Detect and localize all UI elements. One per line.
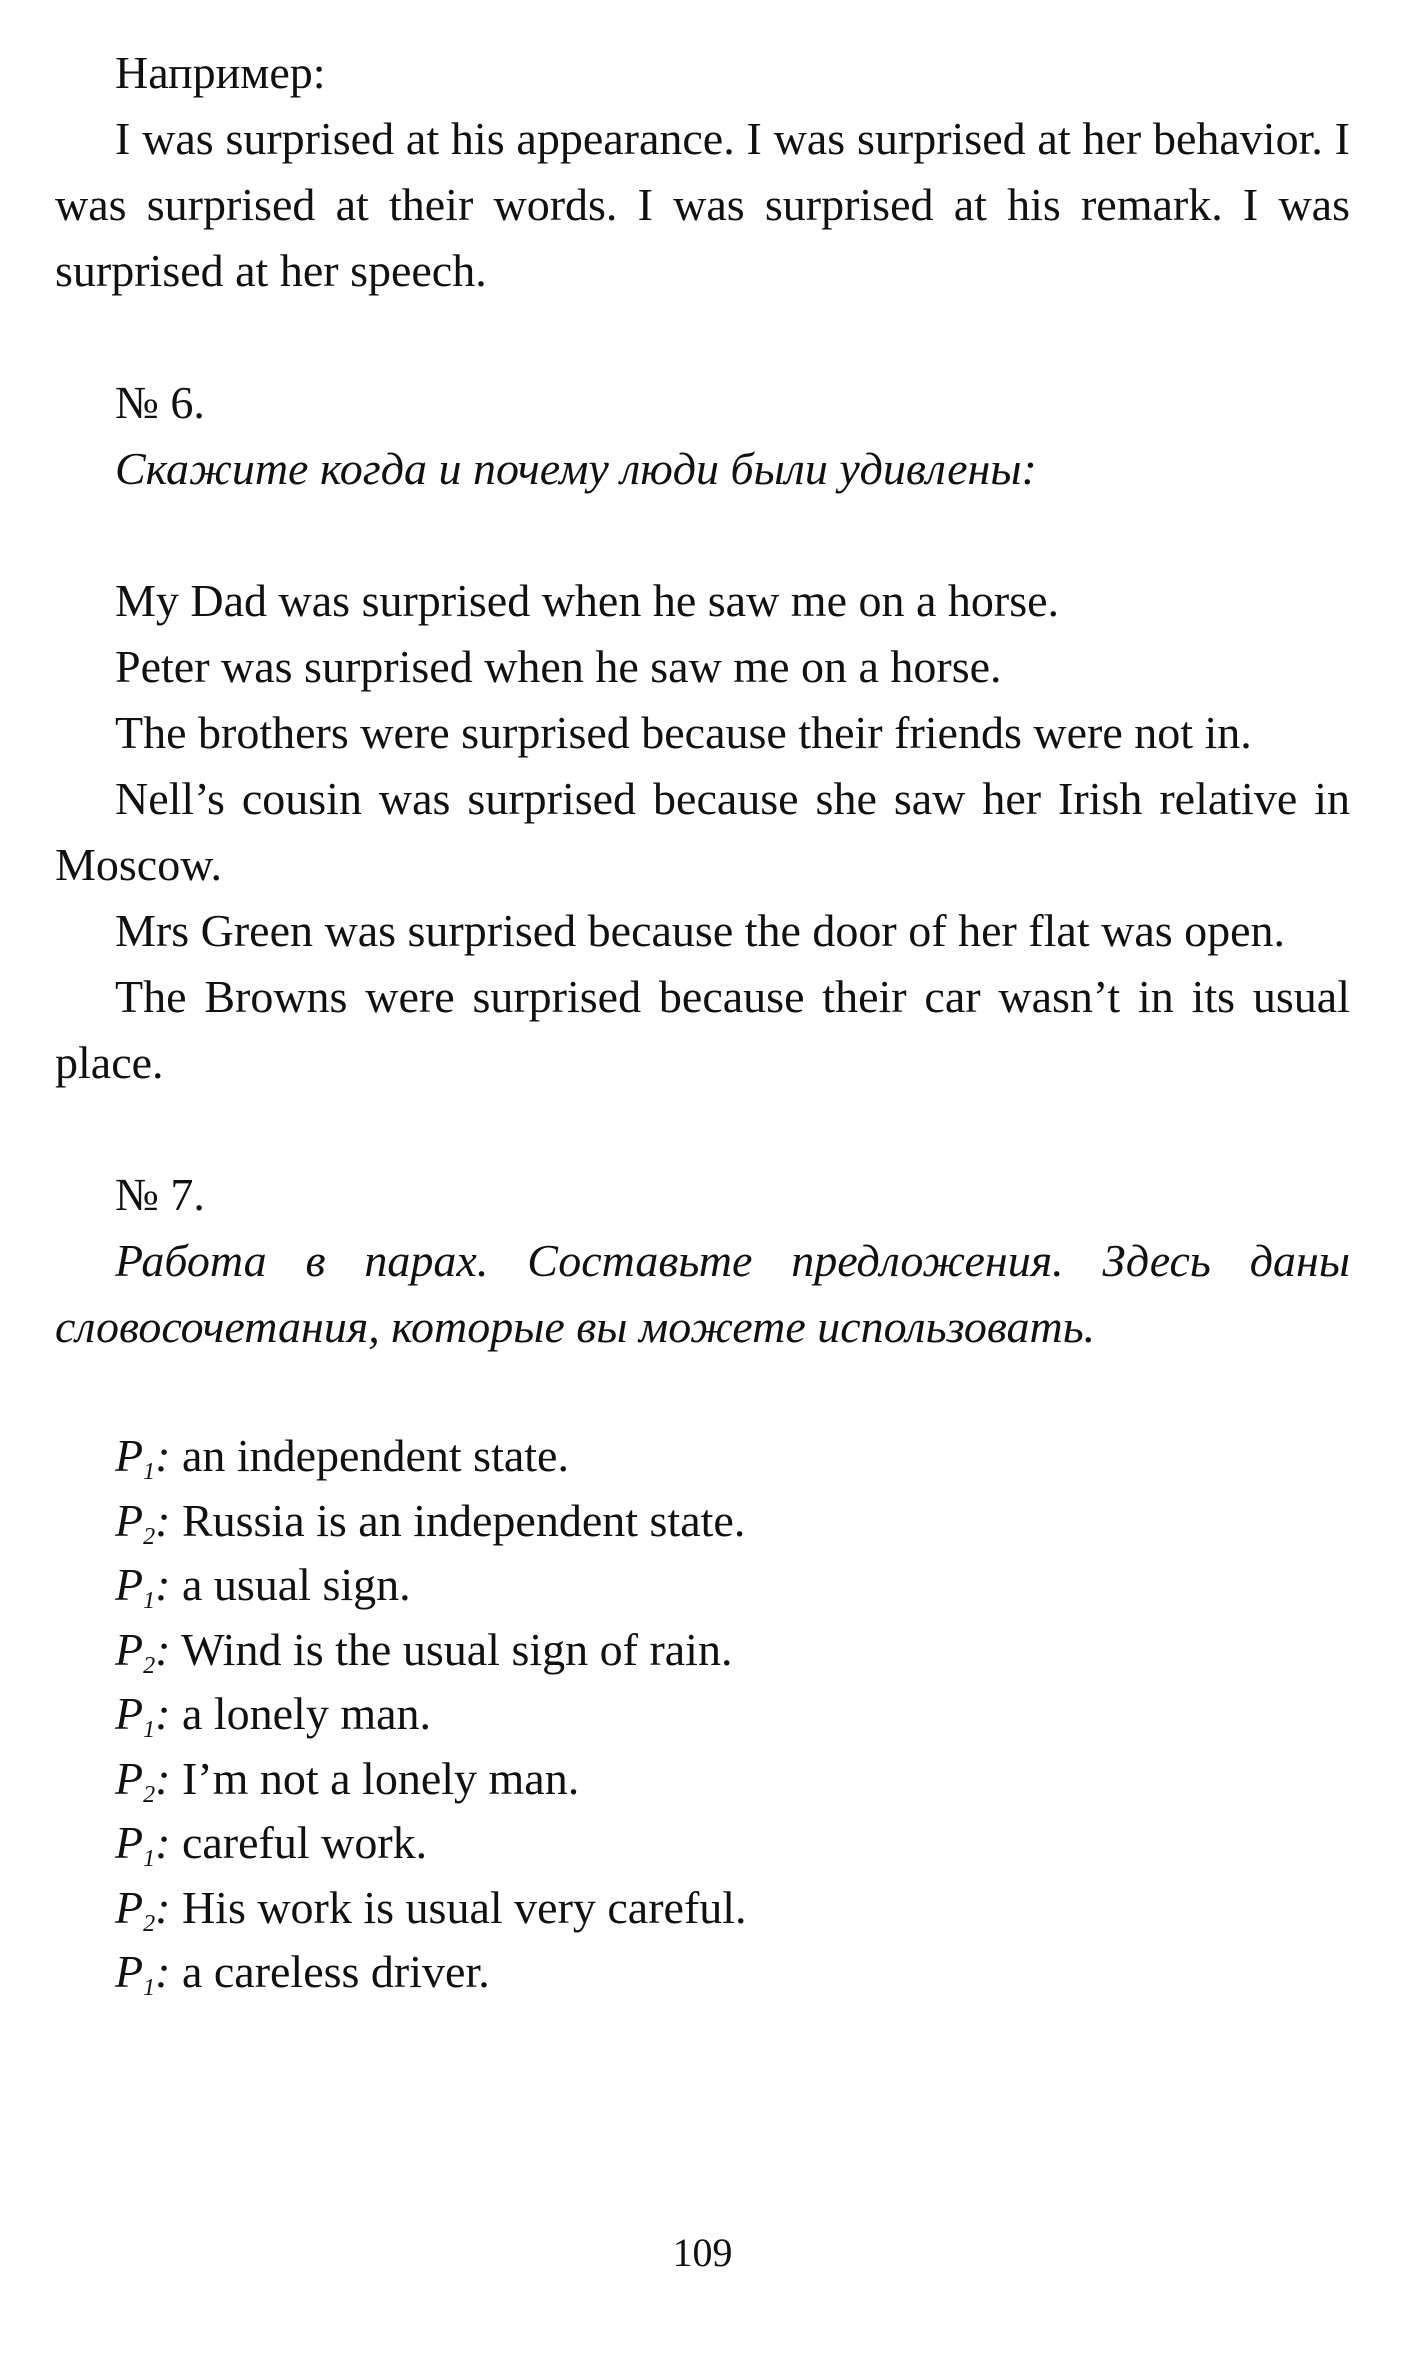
dialog-line <box>115 1424 1350 1489</box>
dialog-line <box>115 1811 1350 1876</box>
speaker-label: $P_2$: <box>115 1494 171 1550</box>
dialog-text: an independent state. <box>181 1430 569 1481</box>
dialog-text: careful work. <box>181 1817 428 1868</box>
page-number: 109 <box>672 2230 733 2275</box>
speaker-label: $P_1$: <box>115 1946 171 2001</box>
exercise-7-instruction: Работа в парах. Составьте предложения. Здесь даны словосочетания, которые вы можете использовать. <box>55 1235 1350 1352</box>
speaker-label: $P_1$: <box>115 1430 171 1485</box>
dialog-line <box>115 1553 1350 1618</box>
exercise-6-sentence: Peter was surprised when he saw me on a horse. <box>115 641 1002 692</box>
exercise-6-sentence: Nell’s cousin was surprised because she saw her Irish relative in Moscow. <box>55 773 1350 890</box>
spacer <box>55 502 1350 568</box>
exercise-7-number: № 7. <box>115 1169 205 1220</box>
dialog-line <box>115 1940 1350 2005</box>
speaker-label: $P_1$: <box>115 1559 171 1614</box>
exercise-6-instruction: Скажите когда и почему люди были удивлены: <box>115 443 1037 494</box>
dialog-text: a lonely man. <box>181 1688 432 1739</box>
dialog-text: I’m not a lonely man. <box>181 1752 580 1804</box>
textbook-page <box>55 40 1350 2005</box>
dialog-line <box>115 1682 1350 1747</box>
speaker-label: $P_1$: <box>115 1817 171 1872</box>
exercise-6-sentence: My Dad was surprised when he saw me on a horse. <box>115 575 1060 626</box>
dialog-text: Russia is an independent state. <box>181 1494 746 1546</box>
exercise-6-sentence: The Browns were surprised because their car wasn’t in its usual place. <box>55 971 1350 1088</box>
exercise-6-sentence: Mrs Green was surprised because the door of her flat was open. <box>115 905 1286 956</box>
spacer <box>55 1360 1350 1424</box>
exercise-6-sentence: The brothers were surprised because their friends were not in. <box>115 707 1252 758</box>
dialog-text: a careless driver. <box>181 1946 490 1997</box>
spacer <box>55 1096 1350 1162</box>
speaker-label: $P_2$: <box>115 1752 171 1808</box>
speaker-label: $P_2$: <box>115 1623 171 1679</box>
example-text: I was surprised at his appearance. I was surprised at her behavior. I was surprised at their words. I was surprised at his remark. I was surprised at her speech. <box>55 113 1350 296</box>
dialog-line <box>115 1489 1350 1554</box>
dialog-text: Wind is the usual sign of rain. <box>181 1623 733 1675</box>
dialog-text: a usual sign. <box>181 1559 411 1610</box>
example-label: Например: <box>115 47 326 98</box>
dialog-line <box>115 1876 1350 1941</box>
spacer <box>55 304 1350 370</box>
exercise-6-number: № 6. <box>115 377 205 428</box>
dialog-text: His work is usual very careful. <box>181 1881 747 1933</box>
dialog-line <box>115 1747 1350 1812</box>
speaker-label: $P_1$: <box>115 1688 171 1743</box>
dialog-line <box>115 1618 1350 1683</box>
speaker-label: $P_2$: <box>115 1881 171 1937</box>
dialog-list <box>55 1424 1350 2005</box>
